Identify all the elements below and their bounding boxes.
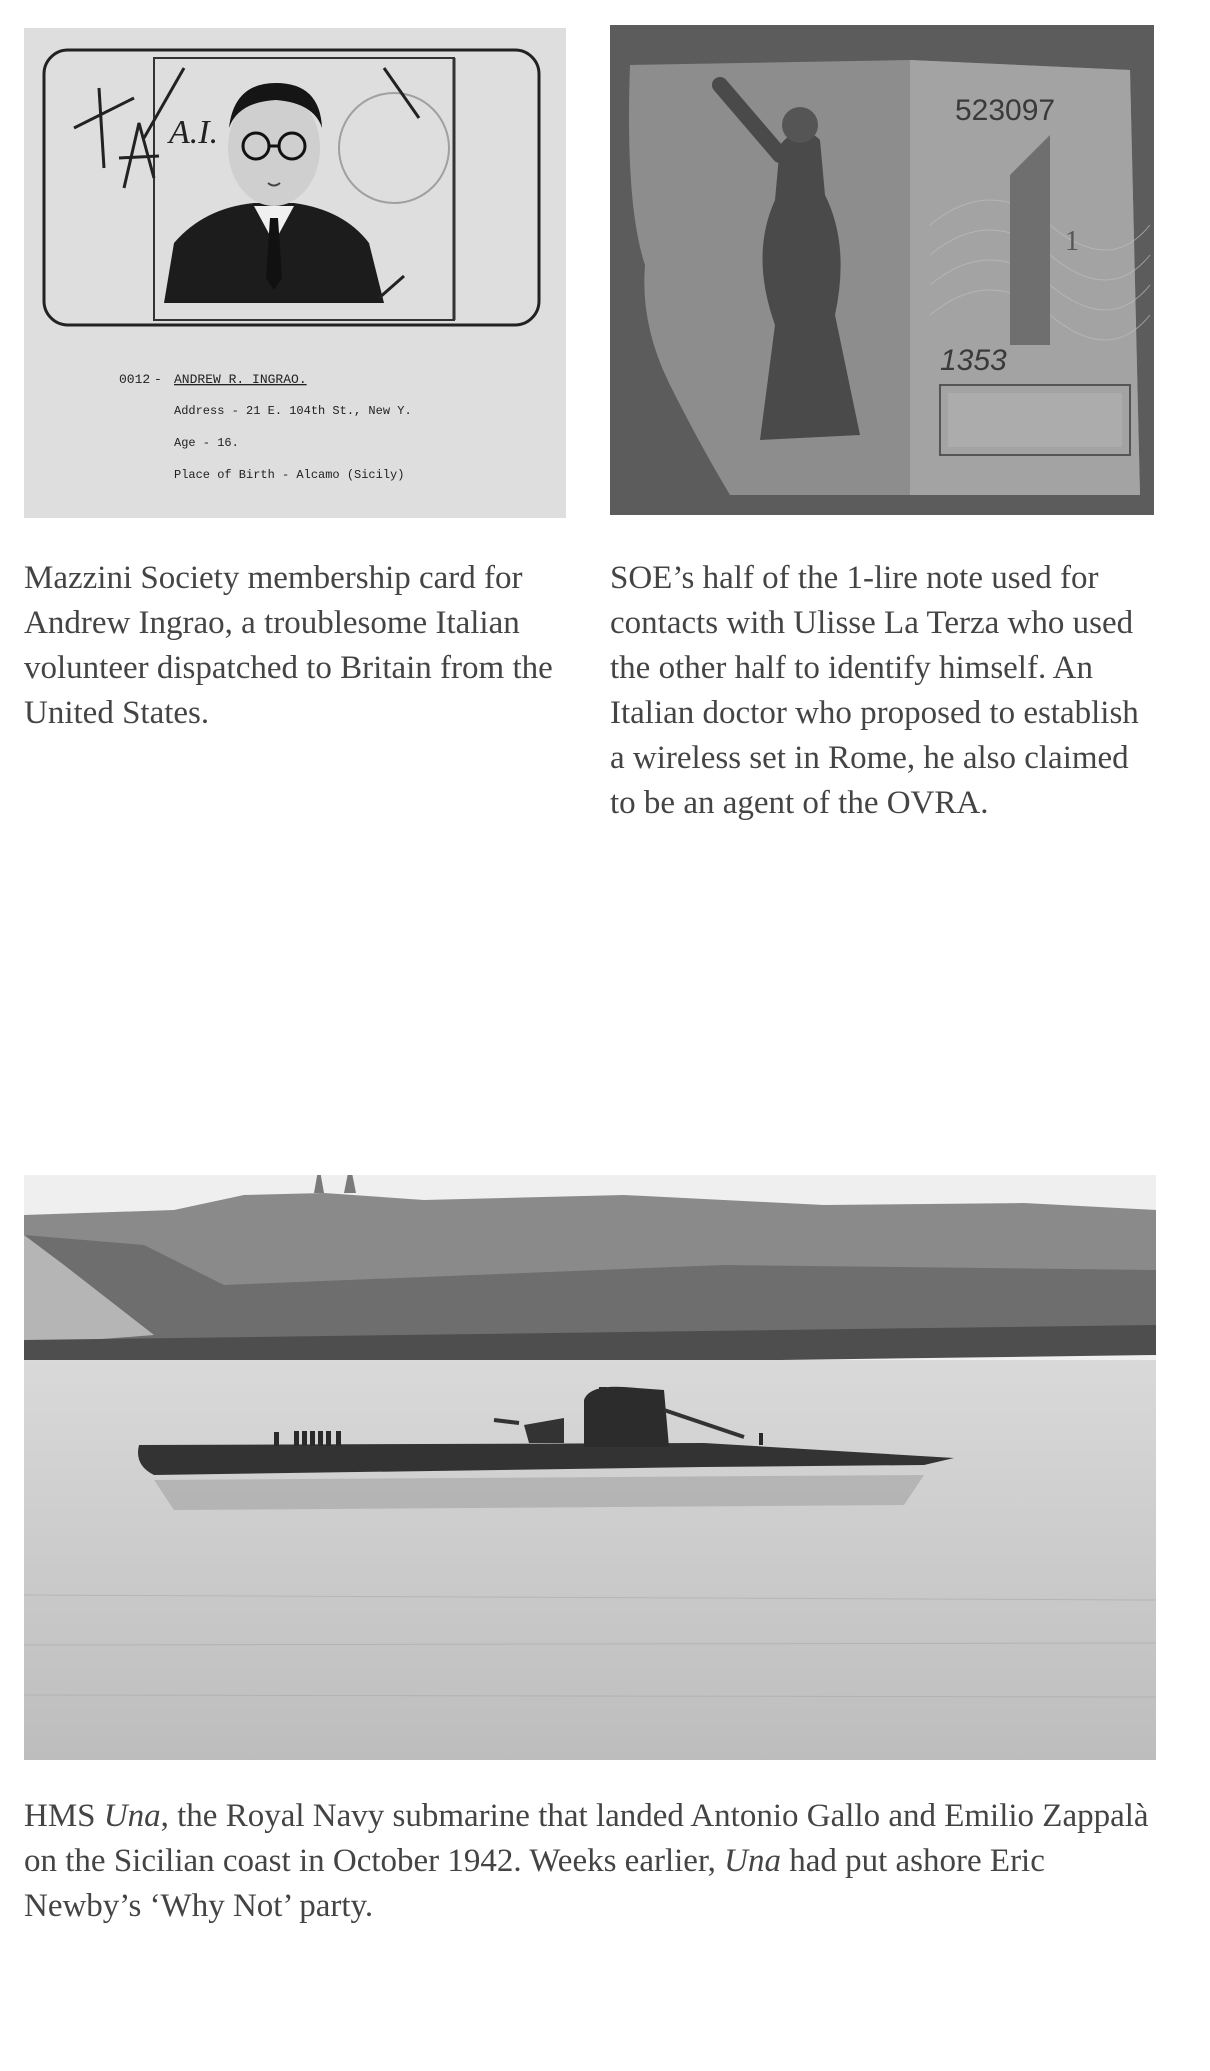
submarine-photo [24, 1175, 1156, 1760]
note-denomination: 1 [1065, 226, 1079, 257]
lire-note-photo [610, 25, 1154, 515]
note-series: 1353 [940, 344, 1007, 377]
card-birthplace: Place of Birth - Alcamo (Sicily) [174, 468, 405, 482]
membership-card-caption: Mazzini Society membership card for Andrew Ingrao, a troublesome Italian volunteer dispatched to Britain from the United States. [24, 560, 553, 731]
submarine-caption: HMS Una, the Royal Navy submarine that landed Antonio Gallo and Emilio Zappalà on the Sicilian coast in October 1942. Weeks earlier, Una had put ashore Eric Newby’s ‘Why Not’ party. [24, 1798, 1149, 1924]
note-serial: 523097 [955, 94, 1056, 127]
svg-text:-: - [154, 372, 162, 387]
card-name: ANDREW R. INGRAO. [174, 372, 307, 387]
card-initials: A.I. [169, 114, 219, 151]
card-age: Age - 16. [174, 436, 239, 450]
card-address: Address - 21 E. 104th St., New Y. [174, 404, 412, 418]
membership-card-photo [24, 28, 566, 518]
card-number: 0012 [119, 372, 151, 387]
lire-note-caption: SOE’s half of the 1-lire note used for contacts with Ulisse La Terza who used the other half to identify himself. An Italian doctor who proposed to establish a wireless set in Rome, he also claimed to be an agent of the OVRA. [610, 560, 1139, 821]
submarine-name: Una [724, 1843, 781, 1879]
submarine-name: Una [103, 1798, 161, 1834]
